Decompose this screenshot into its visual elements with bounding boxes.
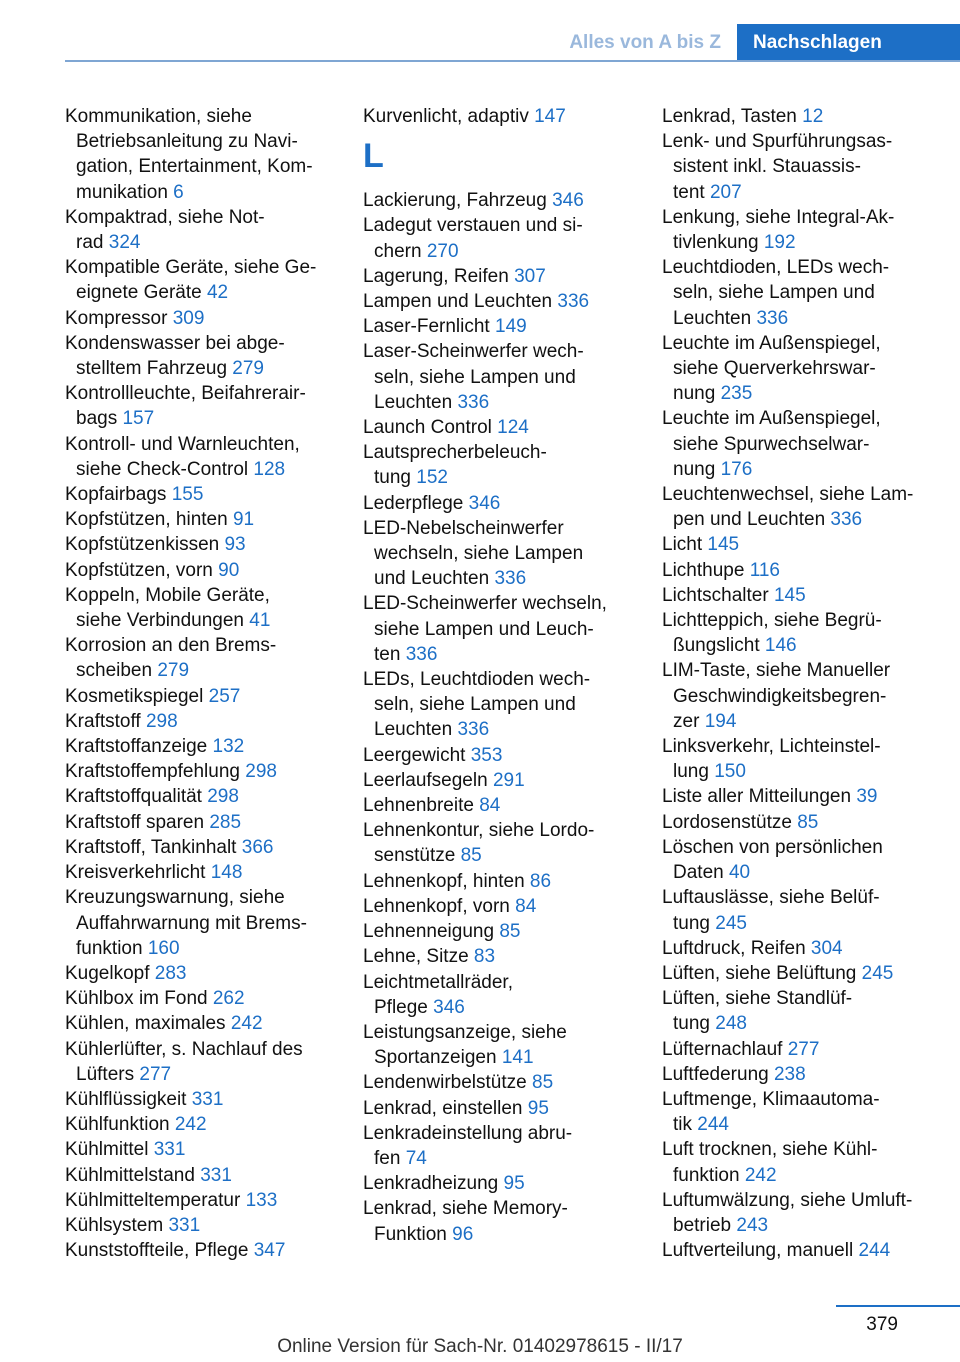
page-reference-link[interactable]: 128: [253, 458, 286, 480]
tab-section-a-z[interactable]: Alles von A bis Z: [569, 32, 721, 53]
index-term: Kraftstoffempfehlung: [65, 761, 240, 783]
index-entry: [363, 516, 655, 592]
index-entry: [65, 810, 357, 835]
index-entry: [65, 1037, 357, 1087]
page-reference-link[interactable]: 331: [153, 1139, 186, 1161]
index-term: Kopfstützen, hinten: [65, 509, 228, 531]
index-term: Kühlbox im Fond: [65, 988, 208, 1010]
index-entry: [662, 205, 954, 255]
page-reference-link[interactable]: 277: [787, 1038, 820, 1060]
index-term: LED-Scheinwerfer wechseln, siehe Lampen und Leuch- ten: [363, 593, 607, 665]
index-entry: [65, 1087, 357, 1112]
index-term: Liste aller Mitteilungen: [662, 786, 852, 808]
index-entry: [65, 1137, 357, 1162]
index-term: Launch Control: [363, 417, 492, 439]
index-term: Leuchte im Außenspiegel, siehe Querverkehrswar- nung: [662, 332, 881, 405]
index-term: Leergewicht: [363, 744, 466, 766]
page-reference-link[interactable]: 150: [714, 761, 746, 783]
page-reference-link[interactable]: 192: [763, 232, 796, 254]
page-reference-link[interactable]: 244: [858, 1240, 891, 1262]
page-reference-link[interactable]: 347: [253, 1240, 286, 1262]
index-entry: [65, 255, 357, 305]
page-reference-link[interactable]: 95: [503, 1173, 525, 1195]
page-reference-link[interactable]: 148: [210, 862, 243, 884]
tab-chapter-nachschlagen[interactable]: Nachschlagen: [737, 24, 960, 62]
index-term: Kopfairbags: [65, 484, 167, 506]
index-entry: [363, 793, 655, 818]
page-reference-link[interactable]: 176: [720, 458, 753, 480]
page-reference-link[interactable]: 149: [495, 316, 527, 338]
index-term: Lendenwirbelstütze: [363, 1072, 527, 1094]
page-reference-link[interactable]: 336: [494, 568, 527, 590]
index-entry: [65, 961, 357, 986]
page-reference-link[interactable]: 245: [861, 962, 894, 984]
index-entry: [662, 961, 954, 986]
index-term: Lehnenneigung: [363, 921, 495, 943]
index-term: Lederpflege: [363, 492, 464, 514]
index-entry: [662, 129, 954, 205]
index-entry: [363, 440, 655, 490]
page-reference-link[interactable]: 147: [534, 106, 566, 127]
index-term: Lehnenkontur, siehe Lordo- senstütze: [363, 820, 595, 867]
index-entry: [662, 986, 954, 1036]
index-term: Kühlerlüfter, s. Nachlauf des Lüfters: [65, 1038, 303, 1085]
index-entry: [363, 491, 655, 516]
page-reference-link[interactable]: 331: [168, 1214, 201, 1236]
page-reference-link[interactable]: 152: [416, 467, 448, 489]
index-entry: [65, 684, 357, 709]
index-term: Lenkradheizung: [363, 1173, 499, 1195]
page-reference-link[interactable]: 336: [830, 509, 863, 531]
index-entry: [65, 734, 357, 759]
index-term: Luftdruck, Reifen: [662, 937, 806, 959]
page-reference-link[interactable]: 160: [147, 937, 180, 959]
index-entry: [363, 768, 655, 793]
index-term: Lüfternachlauf: [662, 1038, 783, 1060]
header-divider: [65, 60, 960, 62]
index-term: Lagerung, Reifen: [363, 265, 509, 287]
page-reference-link[interactable]: 132: [212, 736, 245, 758]
page-reference-link[interactable]: 83: [473, 946, 496, 968]
index-entry: [65, 1112, 357, 1137]
index-term: Lenkradeinstellung abru- fen: [363, 1122, 573, 1169]
page-reference-link[interactable]: 262: [212, 988, 245, 1010]
index-term: Leichtmetallräder, Pflege: [363, 971, 513, 1018]
page-reference-link[interactable]: 336: [756, 307, 789, 329]
page-reference-link[interactable]: 283: [154, 962, 187, 984]
page-reference-link[interactable]: 141: [501, 1047, 534, 1069]
page-reference-link[interactable]: 96: [452, 1223, 474, 1245]
page-reference-link[interactable]: 257: [208, 685, 241, 707]
index-entry: [363, 667, 655, 743]
index-entry: [65, 1011, 357, 1036]
index-entry: [662, 1037, 954, 1062]
index-term: Kontroll- und Warnleuchten, siehe Check-Control: [65, 433, 300, 480]
index-entry: [65, 306, 357, 331]
page-reference-link[interactable]: 40: [728, 862, 751, 884]
page-reference-link[interactable]: 243: [736, 1214, 769, 1236]
index-entry: [662, 255, 954, 331]
index-column-1: [65, 104, 357, 1263]
page-reference-link[interactable]: 146: [764, 635, 797, 657]
page-reference-link[interactable]: 91: [232, 509, 255, 531]
page-reference-link[interactable]: 84: [479, 795, 501, 817]
page-reference-link[interactable]: 336: [557, 291, 590, 313]
page-reference-link[interactable]: 86: [529, 870, 552, 892]
index-entry: [65, 784, 357, 809]
index-entry: [363, 188, 655, 213]
index-entry: [662, 583, 954, 608]
index-term: Kopfstützenkissen: [65, 534, 220, 556]
index-entry: [363, 339, 655, 415]
page-reference-link[interactable]: 95: [527, 1097, 549, 1119]
index-term: Leistungsanzeige, siehe Sportanzeigen: [363, 1021, 567, 1069]
index-entry: [363, 818, 655, 868]
index-term: Lüften, siehe Belüftung: [662, 962, 857, 984]
index-term: Luftfederung: [662, 1063, 769, 1085]
index-term: Lampen und Leuchten: [363, 291, 553, 313]
index-term: Kunststoffteile, Pflege: [65, 1240, 249, 1262]
index-entry: [363, 869, 655, 894]
index-term: Lenkrad, siehe Memory- Funktion: [363, 1198, 568, 1245]
index-entry: [662, 658, 954, 734]
page-reference-link[interactable]: 207: [709, 181, 742, 203]
page-reference-link[interactable]: 39: [856, 786, 878, 808]
index-entry: [65, 1238, 357, 1263]
index-entry: [65, 205, 357, 255]
index-term: Lenkung, siehe Integral-Ak- tivlenkung: [662, 206, 895, 254]
index-entry: [363, 1121, 655, 1171]
index-term: Linksverkehr, Lichteinstel- lung: [662, 736, 881, 783]
page-reference-link[interactable]: 353: [470, 744, 503, 766]
footer-divider: [836, 1305, 960, 1307]
index-term: Kugelkopf: [65, 962, 150, 984]
page-reference-link[interactable]: 84: [515, 895, 537, 917]
page-reference-link[interactable]: 242: [744, 1164, 777, 1186]
index-term: Kosmetikspiegel: [65, 685, 204, 707]
page-reference-link[interactable]: 155: [171, 484, 204, 506]
page-reference-link[interactable]: 324: [108, 232, 141, 254]
index-term: Kühlfunktion: [65, 1114, 170, 1136]
page-reference-link[interactable]: 298: [245, 761, 277, 783]
page-reference-link[interactable]: 235: [720, 383, 753, 405]
index-term: Kompaktrad, siehe Not- rad: [65, 206, 265, 254]
index-term: Luft trocknen, siehe Kühl- funktion: [662, 1139, 878, 1186]
index-term: Lehnenbreite: [363, 795, 474, 817]
index-entry: [65, 507, 357, 532]
index-term: Leerlaufsegeln: [363, 769, 488, 791]
index-term: Kraftstoff: [65, 710, 141, 732]
index-entry: [363, 894, 655, 919]
index-term: Leuchtdioden, LEDs wech- seln, siehe Lampen und Leuchten: [662, 257, 890, 329]
index-entry: [662, 558, 954, 583]
index-term: Laser-Fernlicht: [363, 316, 490, 338]
index-entry: [662, 885, 954, 935]
page-header: [0, 0, 960, 62]
page-reference-link[interactable]: 291: [492, 769, 525, 791]
page-reference-link[interactable]: 244: [697, 1114, 729, 1136]
index-term: Kurvenlicht, adaptiv: [363, 106, 529, 127]
index-term: Luftmenge, Klimaautoma- tik: [662, 1088, 880, 1136]
index-term: Kühlmitteltemperatur: [65, 1189, 241, 1211]
index-entry: [662, 936, 954, 961]
index-entry: [65, 532, 357, 557]
page-reference-link[interactable]: 157: [122, 408, 155, 430]
index-entry: [363, 264, 655, 289]
index-term: Lehnenkopf, hinten: [363, 870, 525, 892]
index-term: Lenkrad, einstellen: [363, 1097, 523, 1119]
index-entry: [662, 810, 954, 835]
index-term: Lichtschalter: [662, 584, 769, 606]
index-entry: [662, 1238, 954, 1263]
index-term: Koppeln, Mobile Geräte, siehe Verbindungen: [65, 584, 270, 632]
index-entry: [65, 1213, 357, 1238]
index-entry: [662, 608, 954, 658]
index-term: Kraftstoff, Tankinhalt: [65, 836, 237, 858]
page-reference-link[interactable]: 242: [230, 1013, 263, 1035]
index-entry: [65, 381, 357, 431]
index-entry: [65, 104, 357, 205]
page-reference-link[interactable]: 336: [457, 391, 490, 413]
index-entry: [65, 1188, 357, 1213]
page-reference-link[interactable]: 279: [232, 358, 264, 380]
page-reference-link[interactable]: 74: [405, 1147, 427, 1169]
index-entry: [662, 331, 954, 407]
page-reference-link[interactable]: 307: [514, 265, 546, 287]
index-term: Lenk- und Spurführungsas- sistent inkl. Stauassis- tent: [662, 131, 893, 203]
index-term: Kompatible Geräte, siehe Ge- eignete Geräte: [65, 257, 317, 304]
index-term: Laser-Scheinwerfer wech- seln, siehe Lampen und Leuchten: [363, 341, 584, 413]
index-entry: [363, 314, 655, 339]
index-entry: [65, 558, 357, 583]
page-reference-link[interactable]: 116: [749, 559, 780, 581]
index-term: Kraftstoffanzeige: [65, 736, 208, 758]
page-reference-link[interactable]: 85: [460, 845, 482, 867]
page-reference-link[interactable]: 366: [241, 836, 274, 858]
index-entry: [65, 331, 357, 381]
index-term: Lüften, siehe Standlüf- tung: [662, 988, 853, 1035]
index-term: Kondenswasser bei abge- stelltem Fahrzeug: [65, 332, 285, 380]
page-reference-link[interactable]: 124: [497, 417, 529, 439]
online-version-note: Online Version für Sach-Nr. 01402978615 - II/17: [277, 1336, 683, 1357]
index-term: Kontrollleuchte, Beifahrerair- bags: [65, 383, 306, 430]
index-entry: [363, 289, 655, 314]
index-term: Lenkrad, Tasten: [662, 106, 797, 127]
page-reference-link[interactable]: 85: [532, 1072, 554, 1094]
page-reference-link[interactable]: 238: [773, 1063, 806, 1085]
index-entry: [65, 759, 357, 784]
page-reference-link[interactable]: 90: [218, 559, 240, 581]
index-entry: [363, 104, 655, 129]
page-reference-link[interactable]: 336: [457, 719, 490, 741]
index-term: Lichtteppich, siehe Begrü- ßungslicht: [662, 610, 882, 657]
index-entry: [662, 1062, 954, 1087]
index-term: Kühlmittel: [65, 1139, 149, 1161]
page-reference-link[interactable]: 41: [249, 610, 271, 632]
index-entry: [662, 1188, 954, 1238]
page-reference-link[interactable]: 331: [200, 1164, 232, 1186]
index-entry: [65, 482, 357, 507]
index-entry: [662, 734, 954, 784]
index-entry: [662, 104, 954, 129]
page-reference-link[interactable]: 85: [499, 921, 521, 943]
index-term: LIM-Taste, siehe Manueller Geschwindigkeitsbegren- zer: [662, 660, 891, 732]
page-reference-link[interactable]: 309: [172, 307, 205, 329]
page-reference-link[interactable]: 133: [245, 1189, 278, 1211]
index-term: Lackierung, Fahrzeug: [363, 190, 547, 212]
index-entry: [363, 1070, 655, 1095]
section-letter-heading: L: [363, 137, 384, 176]
index-term: Kompressor: [65, 307, 168, 329]
index-entry: [65, 633, 357, 683]
index-entry: [363, 970, 655, 1020]
index-term: Kühlmittelstand: [65, 1164, 195, 1186]
index-term: Leuchtenwechsel, siehe Lam- pen und Leuchten: [662, 484, 914, 531]
index-entry: [65, 1163, 357, 1188]
index-entry: [662, 835, 954, 885]
index-entry: [363, 1096, 655, 1121]
index-term: Lehne, Sitze: [363, 946, 469, 968]
index-entry: [65, 583, 357, 633]
index-term: Kraftstoffqualität: [65, 786, 202, 808]
index-entry: [363, 919, 655, 944]
index-entry: [65, 860, 357, 885]
index-entry: [363, 213, 655, 263]
index-term: Luftauslässe, siehe Belüf- tung: [662, 887, 880, 934]
index-entry: [363, 591, 655, 667]
index-entry: [662, 482, 954, 532]
index-entry: [65, 432, 357, 482]
index-term: Lehnenkopf, vorn: [363, 895, 510, 917]
index-term: LED-Nebelscheinwerfer wechseln, siehe Lampen und Leuchten: [363, 517, 584, 590]
index-entry: [363, 415, 655, 440]
index-term: Kühlen, maximales: [65, 1013, 226, 1035]
page-reference-link[interactable]: 298: [145, 710, 178, 732]
index-entry: [662, 406, 954, 482]
index-entry: [662, 784, 954, 809]
page-reference-link[interactable]: 145: [773, 584, 806, 606]
index-entry: [363, 1020, 655, 1070]
page-reference-link[interactable]: 346: [433, 996, 465, 1018]
index-term: Luftverteilung, manuell: [662, 1240, 854, 1262]
index-column-2: [363, 104, 655, 1247]
index-term: Licht: [662, 534, 703, 556]
index-term: Kommunikation, siehe Betriebsanleitung zu Navi- gation, Entertainment, Kom- munikation: [65, 106, 313, 203]
index-entry: [363, 944, 655, 969]
page-reference-link[interactable]: 270: [426, 240, 459, 262]
index-entry: [662, 1087, 954, 1137]
page-reference-link[interactable]: 6: [173, 181, 184, 203]
page-reference-link[interactable]: 285: [209, 811, 242, 833]
page-reference-link[interactable]: 277: [139, 1063, 172, 1085]
page-reference-link[interactable]: 242: [174, 1114, 207, 1136]
index-entry: [65, 709, 357, 734]
index-entry: [363, 1171, 655, 1196]
index-term: Kreuzungswarnung, siehe Auffahrwarnung mit Brems- funktion: [65, 887, 307, 959]
page-reference-link[interactable]: 93: [224, 534, 246, 556]
index-column-3: [662, 104, 954, 1263]
page-reference-link[interactable]: 279: [157, 660, 190, 682]
index-entry: [662, 1137, 954, 1187]
page-reference-link[interactable]: 194: [704, 710, 737, 732]
page-reference-link[interactable]: 12: [802, 106, 824, 127]
index-entry: [662, 532, 954, 557]
page-number: 379: [866, 1314, 898, 1335]
index-columns: [0, 104, 960, 1274]
page-reference-link[interactable]: 298: [207, 786, 239, 808]
page-reference-link[interactable]: 346: [552, 190, 584, 212]
page-reference-link[interactable]: 145: [707, 534, 740, 556]
index-entry: [65, 986, 357, 1011]
index-term: Kreisverkehrlicht: [65, 862, 206, 884]
index-term: Leuchte im Außenspiegel, siehe Spurwechselwar- nung: [662, 408, 881, 480]
index-entry: [363, 1196, 655, 1246]
page-reference-link[interactable]: 85: [797, 811, 819, 833]
index-term: Lichthupe: [662, 559, 745, 581]
index-term: Kühlsystem: [65, 1214, 164, 1236]
index-term: Kühlflüssigkeit: [65, 1088, 187, 1110]
index-term: Ladegut verstauen und si- chern: [363, 215, 583, 262]
page-reference-link[interactable]: 336: [405, 643, 438, 665]
index-term: Löschen von persönlichen Daten: [662, 836, 883, 884]
page-reference-link[interactable]: 304: [810, 937, 843, 959]
index-entry: [65, 835, 357, 860]
index-entry: [363, 743, 655, 768]
index-term: LEDs, Leuchtdioden wech- seln, siehe Lampen und Leuchten: [363, 669, 591, 741]
index-term: Kraftstoff sparen: [65, 811, 205, 833]
index-term: Lautsprecherbeleuch- tung: [363, 442, 547, 489]
index-term: Lordosenstütze: [662, 811, 792, 833]
page-reference-link[interactable]: 42: [206, 282, 229, 304]
index-term: Kopfstützen, vorn: [65, 559, 213, 581]
page-reference-link[interactable]: 346: [468, 492, 501, 514]
index-entry: [65, 885, 357, 961]
index-term: Luftumwälzung, siehe Umluft- betrieb: [662, 1189, 913, 1236]
page-reference-link[interactable]: 331: [191, 1088, 224, 1110]
page-reference-link[interactable]: 245: [715, 912, 747, 934]
index-term: Korrosion an den Brems- scheiben: [65, 635, 277, 682]
page-reference-link[interactable]: 248: [715, 1013, 747, 1035]
